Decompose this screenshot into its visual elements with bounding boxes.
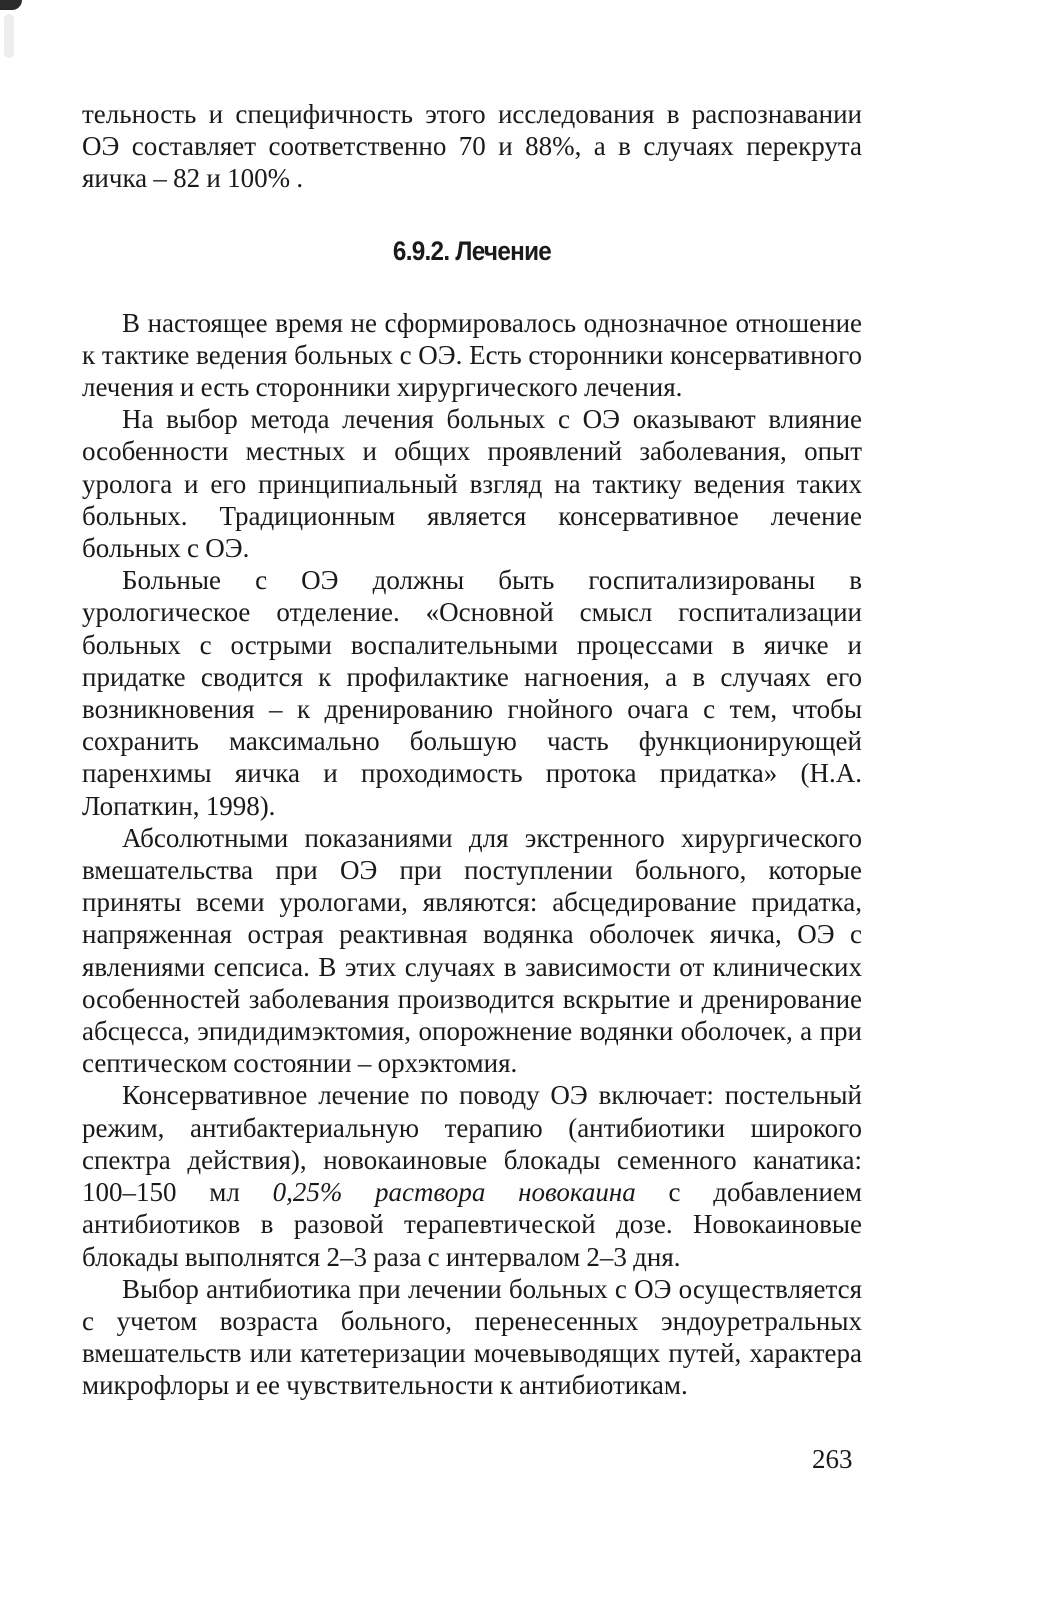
paragraph-1 [82, 307, 862, 404]
section-heading: 6.9.2. Лечение [392, 235, 552, 266]
paragraph-3-text: Больные с ОЭ должны быть госпитализированы в урологическое отделение. «Основной смысл госпитализации больных с острыми воспалительными процессами в яичке и придатке сводится к профилактике нагноения, а в случаях его возникновения – к дренированию гнойного очага с тем, чтобы сохранить максимально большую часть функционирующей паренхимы яичка и проходимость протока придатка» (Н.А. Лопаткин, 1998). [82, 565, 862, 821]
paragraph-2-text: На выбор метода лечения больных с ОЭ оказывают влияние особенности местных и общих проявлений заболевания, опыт уролога и его принципиальный взгляд на тактику ведения таких больных. Традиционным является консервативное лечение больных с ОЭ. [82, 404, 862, 564]
scan-corner-mark [0, 0, 22, 10]
paragraph-1-text: В настоящее время не сформировалось однозначное отношение к тактике ведения больных с ОЭ. Есть сторонники консервативного лечения и есть сторонники хирургического лечения. [82, 307, 862, 403]
scan-edge-smudge [4, 14, 14, 58]
paragraph-5-text-after: с добавлением антибиотиков в разовой терапевтической дозе. Новокаиновые блокады выполнятся 2–3 раза с интервалом 2–3 дня. [82, 1177, 863, 1272]
book-page [82, 98, 862, 1402]
intro-paragraph: тельность и специфичность этого исследования в распознавании ОЭ составляет соответственно 70 и 88%, а в случаях перекрута яичка – 82 и 100% . [82, 99, 862, 194]
paragraph-4 [82, 822, 862, 1080]
paragraph-4-text: Абсолютными показаниями для экстренного хирургического вмешательства при ОЭ при поступлении больного, которые приняты всеми урологами, являются: абсцедирование придатка, напряженная острая реактивная водянка оболочек яичка, ОЭ с явлениями сепсиса. В этих случаях в зависимости от клинических особенностей заболевания производится вскрытие и дренирование абсцесса, эпидидимэктомия, опорожнение водянки оболочек, а при септическом состоянии – орхэктомия. [82, 822, 862, 1079]
section-body [82, 307, 862, 1402]
paragraph-2 [82, 403, 862, 564]
paragraph-6 [82, 1273, 862, 1402]
page-number: 263 [812, 1444, 853, 1474]
paragraph-6-text: Выбор антибиотика при лечении больных с ОЭ осуществляется с учетом возраста больного, перенесенных эндоуретральных вмешательств или катетеризации мочевыводящих путей, характера микрофлоры и ее чувствительности к антибиотикам. [82, 1273, 862, 1401]
paragraph-3 [82, 564, 862, 822]
paragraph-5 [82, 1079, 862, 1272]
paragraph-5-text-before: Консервативное лечение по поводу ОЭ включает: постельный режим, антибактериальную терапию (антибиотики широкого спектра действия), новокаиновые блокады семенного канатика: 100–150 мл [82, 1080, 862, 1208]
paragraph-5-italic-dose: 0,25% раствора новокаина [272, 1177, 636, 1208]
